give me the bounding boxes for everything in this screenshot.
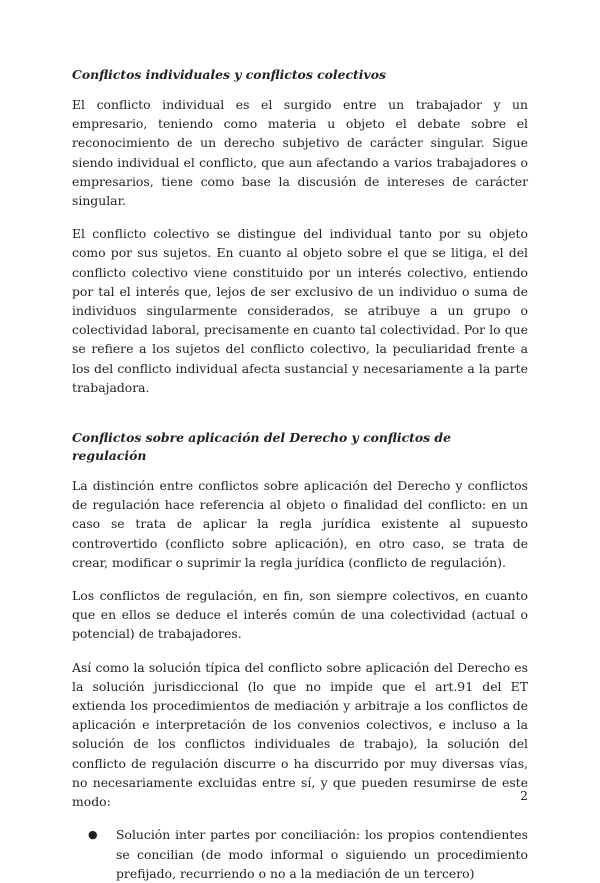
list-item bbox=[88, 825, 528, 883]
bullet-icon: ● bbox=[88, 828, 98, 842]
bullet-list bbox=[72, 825, 528, 883]
paragraph: Los conflictos de regulación, en fin, son siempre colectivos, en cuanto que en ellos se deduce el interés común de una colectividad (actual o potencial) de trabajadores. bbox=[72, 588, 528, 642]
section-spacer bbox=[72, 411, 528, 429]
page-number: 2 bbox=[520, 788, 528, 803]
paragraph: Así como la solución típica del conflicto sobre aplicación del Derecho es la solución jurisdiccional (lo que no impide que el art.91 del ET extienda los procedimientos de mediación y arbitraje a los conflictos de aplicación e interpretación de los convenios colectivos, e incluso a la solución de los conflictos individuales de trabajo), la solución del conflicto de regulación discurre o ha discurrido por muy diversas vías, no necesariamente excluidas entre sí, y que pueden resumirse de este modo: bbox=[72, 659, 528, 810]
section-heading-individual-colectivo: Conflictos individuales y conflictos colectivos bbox=[72, 67, 386, 82]
list-item-text: Solución inter partes por conciliación: los propios contendientes se concilian (de modo informal o siguiendo un procedimiento prefijado, recurriendo o no a la mediación de un tercero) bbox=[116, 827, 528, 881]
paragraph: El conflicto individual es el surgido entre un trabajador y un empresario, teniendo como materia u objeto el debate sobre el reconocimiento de un derecho subjetivo de carácter singular. Sigue siendo individual el conflicto, que aun afectando a varios trabajadores o empresarios, tiene como base la discusión de intereses de carácter singular. bbox=[72, 97, 528, 209]
paragraph: La distinción entre conflictos sobre aplicación del Derecho y conflictos de regulación hace referencia al objeto o finalidad del conflicto: en un caso se trata de aplicar la regla jurídica existente al supuesto controvertido (conflicto sobre aplicación), en otro caso, se trata de crear, modificar o suprimir la regla jurídica (conflicto de regulación). bbox=[72, 478, 528, 570]
paragraph: El conflicto colectivo se distingue del individual tanto por su objeto como por sus sujetos. En cuanto al objeto sobre el que se litiga, el del conflicto colectivo viene constituido por un interés colectivo, entiendo por tal el interés que, lejos de ser exclusivo de un individuo o suma de individuos singularmente considerados, se atribuye a un grupo o colectividad laboral, precisamente en cuanto tal colectividad. Por lo que se refiere a los sujetos del conflicto colectivo, la peculiaridad frente a los del conflicto individual afecta sustancial y necesariamente a la parte trabajadora. bbox=[72, 226, 528, 395]
section-heading-aplicacion-regulacion: Conflictos sobre aplicación del Derecho y conflictos de regulación bbox=[72, 430, 451, 464]
